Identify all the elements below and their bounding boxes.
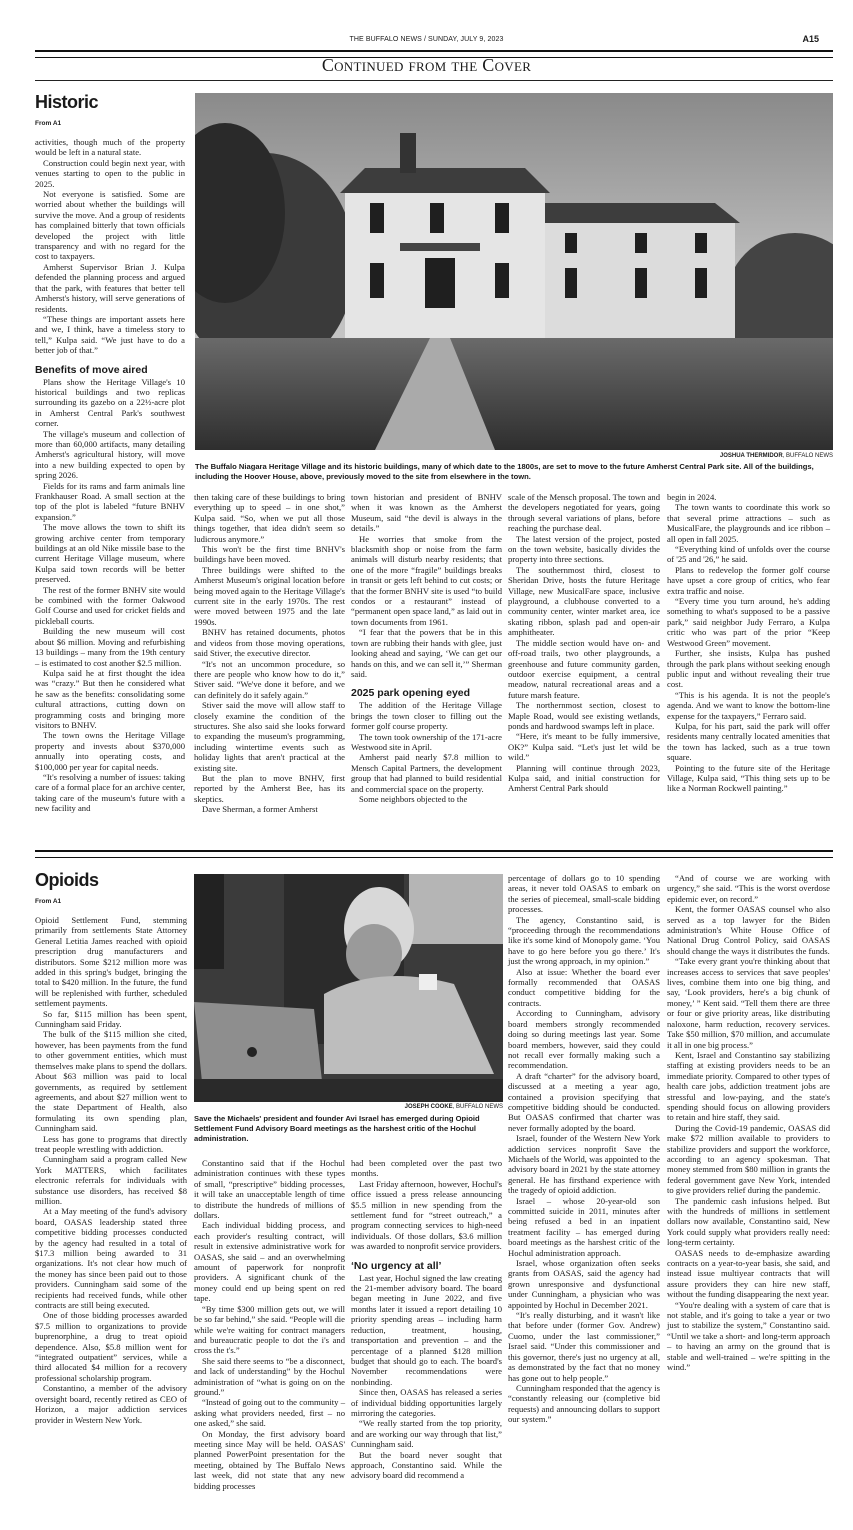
- paragraph: had been completed over the past two months.: [351, 1158, 502, 1179]
- paragraph: She said there seems to “be a disconnect, and lack of understanding” by the Hochul administration of “what is going on on the ground.”: [194, 1355, 345, 1397]
- historic-column-2: [194, 492, 345, 815]
- subhead-no-urgency: ‘No urgency at all’: [351, 1259, 442, 1272]
- paragraph: “And of course we are working with urgency,” she said. “This is the worst overdose epidemic ever, on record.”: [667, 873, 830, 904]
- historic-column-1: [35, 137, 185, 814]
- paragraph: “By time $300 million gets out, we will be so far behind,” she said. “People will die while we're waiting for contract managers and bureaucratic people to dot the i's and cross the t's.”: [194, 1303, 345, 1356]
- paragraph: “It's not an uncommon procedure, so there are people who know how to do it,” Stiver said. “We've done it before, and we can definitely do it safely again.”: [194, 658, 345, 700]
- historic-column-5: [667, 492, 830, 794]
- opioids-column-4: [508, 873, 660, 1425]
- paragraph: A draft “charter” for the advisory board, discussed at a meeting a year ago, contained a provision specifying that competitive bidding should be conducted. But OASAS confirmed that charter was never formally adopted by the board.: [508, 1070, 660, 1133]
- paragraph: “It's really disturbing, and it wasn't like that before under (former Gov. Andrew) Cuomo, under the last commissioner,” Israel said. “Under this commissioner and this governor, there's just no urgency at all, as demonstrated by the fact that no money has gone out to help people.”: [508, 1310, 660, 1383]
- opioids-photographer: JOSEPH COOKE: [404, 1104, 453, 1110]
- paragraph: Less has gone to programs that directly treat people wrestling with addiction.: [35, 1133, 187, 1154]
- paragraph: percentage of dollars go to 10 spending areas, it never told OASAS to embark on the series of piecemeal, small-scale bidding processes.: [508, 873, 660, 915]
- paragraph: Cunningham responded that the agency is “constantly releasing our (completive bid requests) and announcing dollars to support our system.”: [508, 1382, 660, 1425]
- paragraph: The town owns the Heritage Village property and invests about $370,000 annually into operating costs, and $100,000 per year for capital needs.: [35, 730, 185, 772]
- paragraph: Last year, Hochul signed the law creating the 21-member advisory board. The board began meeting in June 2022, and five months later it issued a report detailing 10 priority spending areas – including harm reduction, treatment, housing, transportation and prevention – and the percentage of a planned $128 million budget that should go to each. The board's November recommendations were nonbinding.: [351, 1272, 502, 1387]
- opioids-credit-org: , BUFFALO NEWS: [452, 1104, 503, 1110]
- paragraph: “Take every grant you're thinking about that increases access to services that save peoples' lives, combine them into one big thing, and say, ‘Look providers, here's a big chunk of money,’ ” Kent said. “Tell them there are three or four or give priority areas, like distributing naloxone, harm reduction, recovery services. Take $50 million, $70 million, and accumulate it all in one big process.”: [667, 956, 830, 1050]
- paragraph: Cunningham said a program called New York MATTERS, which facilitates electronic referrals for individuals with substance use disorders, has received $8 million.: [35, 1154, 187, 1206]
- paragraph: The latest version of the project, posted on the town website, basically divides the property into three sections.: [508, 533, 660, 565]
- paragraph: Each individual bidding process, and each provider's resulting contract, will result in extensive administrative work for OASAS, she said – and an overwhelming amount of paperwork for nonprofit providers. A significant chunk of the money could end up being spent on red tape.: [194, 1220, 345, 1304]
- paragraph: “Every time you turn around, he's adding something to what's supposed to be a passive park,” said neighbor Judy Ferraro, a Kulpa critic who was part of the prior “Keep Westwood Green” movement.: [667, 596, 830, 648]
- paragraph: Building the new museum will cost about $6 million. Moving and refurbishing 13 buildings – many from the 19th century – is estimated to cost another $2.5 million.: [35, 626, 185, 668]
- opioids-column-5: [667, 873, 830, 1373]
- paragraph: The agency, Constantino said, is “proceeding through the recommendations like it's some kind of Monopoly game. ‘You have to go here before you go there.’ It's just the wrong approach, in my opinion.”: [508, 914, 660, 967]
- historic-photographer: JOSHUA THERMIDOR: [719, 453, 783, 459]
- historic-photo-credit: [500, 453, 833, 459]
- paragraph: “These things are important assets here and we, I think, have a timeless story to tell,” Kulpa said. “We just have to do a better job of that.”: [35, 313, 185, 356]
- paragraph: “Everything kind of unfolds over the course of '25 and '26,” he said.: [667, 544, 830, 565]
- section-rule: [35, 80, 833, 81]
- paragraph: So far, $115 million has been spent, Cunningham said Friday.: [35, 1008, 187, 1030]
- historic-jump-line: From A1: [35, 120, 62, 127]
- historic-headline: Historic: [35, 92, 99, 112]
- subhead-benefits: Benefits of move aired: [35, 363, 148, 376]
- paragraph: “I fear that the powers that be in this town are rubbing their hands with glee, just looking ahead and saying, ‘We can get our hands on this, and we can sell it,’” Sherman said.: [351, 627, 502, 679]
- paragraph: “It's resolving a number of issues: taking care of a formal place for an archive center, taking care of the museum's future with a new facility and: [35, 771, 185, 814]
- opioids-jump-line: From A1: [35, 898, 62, 905]
- paragraph: Constantino, a member of the advisory oversight board, recently retired as CEO of Horizon, a major addiction services provider in Western New York.: [35, 1383, 187, 1425]
- subhead-park-opening: 2025 park opening eyed: [351, 687, 471, 700]
- paragraph: Dave Sherman, a former Amherst: [202, 804, 318, 815]
- paragraph: “We really started from the top priority, and are working our way through that list,” Cunningham said.: [351, 1418, 502, 1450]
- paragraph: Constantino said that if the Hochul administration continues with these types of small, “prescriptive” bidding processes, it will take an unacceptable length of time to distribute the hundreds of millions of dollars.: [194, 1158, 345, 1221]
- historic-photo-caption: The Buffalo Niagara Heritage Village and its historic buildings, many of which date to the 1800s, are set to move to the future Amherst Central Park site. All of the buildings, including the Hoover House, above, previously moved to the site from elsewhere in the town.: [195, 462, 814, 481]
- paragraph: During the Covid-19 pandemic, OASAS did make $72 million available to providers to stabilize providers and support the workforce, according to an agency spokesman. That money stemmed from $80 million in grants the federal government gave New York, intended to give providers relief during the pandemic.: [667, 1122, 830, 1196]
- paragraph: The town took ownership of the 171-acre Westwood site in April.: [351, 731, 502, 752]
- page-number: A15: [802, 34, 819, 44]
- paragraph: The addition of the Heritage Village brings the town closer to filling out the former golf course property.: [351, 700, 502, 732]
- avi-israel-photo: [194, 874, 503, 1102]
- opioids-column-2: [194, 1158, 345, 1491]
- paragraph: Pointing to the future site of the Heritage Village, Kulpa said, “This thing sets up to be like a Norman Rockwell painting.”: [667, 762, 830, 794]
- paragraph: OASAS needs to de-emphasize awarding contracts on a year-to-year basis, she said, and instead issue multiyear contracts that will assure providers they can hire new staff, without the funding disappearing the next year.: [667, 1247, 830, 1300]
- paragraph: Some neighbors objected to the: [359, 793, 468, 804]
- paragraph: The northernmost section, closest to Maple Road, would see existing wetlands, ponds and hardwood swamps left in place.: [508, 700, 660, 731]
- paragraph: Amherst paid nearly $7.8 million to Mensch Capital Partners, the development group that had planned to build residential and commercial space on the property.: [351, 752, 502, 794]
- opioids-column-3: [351, 1158, 502, 1481]
- paragraph: Kulpa, for his part, said the park will offer residents many centrally located amenities that the town has lacked, such as a true town square.: [667, 720, 830, 763]
- paragraph: At a May meeting of the fund's advisory board, OASAS leadership stated three competitive bidding processes conducted by the agency had resulted in a total of $17.3 million being awarded to 31 organizations. It's not clear how much of the money has since been paid out to those providers. Cunningham said some of the recipients had received funds, while other contracts are still being executed.: [35, 1206, 187, 1311]
- paragraph: “You're dealing with a system of care that is not stable, and it's going to take a year or two just to stabilize the system,” Constantino said. “Until we take a short- and long-term approach – to having an army on the ground that is stable and well-trained – we're spitting in the wind.”: [667, 1299, 830, 1373]
- article-divider-rule: [35, 850, 833, 858]
- paragraph: Amherst Supervisor Brian J. Kulpa defended the planning process and argued that the park, with features that better tell Amherst's history, will serve generations of residents.: [35, 261, 185, 314]
- paragraph: town historian and president of BNHV when it was known as the Amherst Museum, said “the devil is always in the details.”: [351, 492, 502, 534]
- paragraph: “Here, it's meant to be fully immersive, OK?” Kulpa said. “Let's just let wild be wild.”: [508, 731, 660, 763]
- opioids-photo-credit: [194, 1104, 503, 1110]
- opioids-headline: Opioids: [35, 870, 99, 890]
- paragraph: But the board never sought that approach, Constantino said. While the advisory board did recommend a: [351, 1449, 502, 1481]
- paragraph: Stiver said the move will allow staff to closely examine the condition of the structures. She also said she looks forward to expanding the museum's programming, including wintertime events such as holiday lights that aren't practical at the existing site.: [194, 700, 345, 773]
- avi-israel-illustration: [194, 874, 503, 1102]
- paragraph: Further, she insists, Kulpa has pushed through the park plans without seeking enough public input and without revealing their true cost.: [667, 648, 830, 690]
- paragraph: Since then, OASAS has released a series of individual bidding opportunities largely mirroring the categories.: [351, 1387, 502, 1418]
- paragraph: BNHV has retained documents, photos and videos from those moving operations, said Stiver, the executive director.: [194, 627, 345, 659]
- paragraph: Israel – whose 20-year-old son committed suicide in 2011, minutes after being refused a bed in an inpatient treatment facility – has emerged during board meetings as the harshest critic of the Hochul administration approach.: [508, 1195, 660, 1258]
- paragraph: The move allows the town to shift its growing archive center from temporary buildings at an old Nike missile base to the current Heritage Village museum, where Kulpa said town records will be better preserved.: [35, 522, 185, 585]
- paragraph: But the plan to move BNHV, first reported by the Amherst Bee, has its skeptics.: [194, 772, 345, 804]
- paragraph: “This is his agenda. It is not the people's agenda. And we want to know the bottom-line expense for the taxpayers,” Ferraro said.: [667, 689, 830, 721]
- paragraph: scale of the Mensch proposal. The town and the developers negotiated for years, going through several variations of plans, before reaching the purchase deal.: [508, 492, 660, 534]
- house-photo-illustration: [195, 93, 833, 450]
- paragraph: Israel, founder of the Western New York addiction services nonprofit Save the Michaels of the World, was appointed to the advisory board in 2021 by the state attorney general. He has firsthand experience with the tragedy of opioid addiction.: [508, 1133, 660, 1196]
- paragraph: then taking care of these buildings to bring everything up to speed – in one shot,” Kulpa said. “So, when we put all those things together, that idea didn't seem so ludicrous anymore.”: [194, 492, 345, 544]
- historic-house-photo: [195, 93, 833, 450]
- paragraph: activities, though much of the property would be left in a natural state.: [35, 137, 185, 158]
- paragraph: Kent, the former OASAS counsel who also served as a top lawyer for the Biden administration's White House Office of National Drug Control Policy, said OASAS should change the ways it distributes the funds.: [667, 904, 830, 956]
- paragraph: “Instead of going out to the community – asking what providers needed, first – no one asked,” she said.: [194, 1397, 345, 1429]
- paragraph: According to Cunningham, advisory board members strongly recommended doing so during meetings last year. Some board members, however, said they could not recall ever formally making such a recommendation.: [508, 1008, 660, 1071]
- paragraph: Kent, Israel and Constantino say stabilizing staffing at existing providers needs to be an immediate priority. Compared to other types of health care jobs, addiction treatment jobs are stressful and low-paying, and the state's spending should focus on allowing providers to retain and hire staff, they said.: [667, 1049, 830, 1123]
- paragraph: Plans to redevelop the former golf course have upset a core group of critics, who fear extra traffic and noise.: [667, 564, 830, 596]
- section-title: Continued from the Cover: [321, 55, 532, 75]
- paragraph: Not everyone is satisfied. Some are worried about whether the buildings will survive the move. And a group of residents has complained bitterly that town officials developed the project with little transparency and with no regard for the cost to taxpayers.: [35, 189, 185, 262]
- paragraph: Fields for its rams and farm animals line Frankhauser Road. A small section at the top of the plot is labeled “future BNHV expansion.”: [35, 480, 185, 522]
- paragraph: The southernmost third, closest to Sheridan Drive, hosts the future Heritage Village, new MusicalFare space, inclusive playground, a clubhouse converted to a community center, winter market area, ice skating ribbon, splash pad and open-air amphitheater.: [508, 564, 660, 638]
- paragraph: begin in 2024.: [667, 492, 717, 502]
- paragraph: The middle section would have on- and off-road trails, two other playgrounds, a greenhouse and future community garden, outdoor exercise equipment, a central meadow, natural recreational areas and a future marsh feature.: [508, 637, 660, 700]
- paragraph: Opioid Settlement Fund, stemming primarily from settlements State Attorney General Letitia James reached with opioid prescription drug manufacturers and distributors. Some $212 million more was added in this spring's budget, bringing the total to $420 million. In the future, the fund will be replenished with further, scheduled settlement payments.: [35, 915, 187, 1009]
- paragraph: The bulk of the $115 million she cited, however, has been payments from the fund to other government entities, which must themselves make plans to spend the dollars. About $63 million was paid to local governments, as required by settlement agreements, and about $27 million went to the state Department of Health, also formulating its own spending plan, Cunningham said.: [35, 1029, 187, 1134]
- paragraph: Last Friday afternoon, however, Hochul's office issued a press release announcing $5.5 million in new spending from the settlement fund for “street outreach,” a program connecting services to high-need individuals. Of those dollars, $3.6 million was awarded to nonprofit service providers.: [351, 1178, 502, 1252]
- paragraph: Three buildings were shifted to the Amherst Museum's original location before being moved again to the Heritage Village's current site in the early 1970s. The rest were moved between 1975 and the late 1990s.: [194, 564, 345, 627]
- paragraph: This won't be the first time BNHV's buildings have been moved.: [194, 544, 345, 565]
- paragraph: Construction could begin next year, with venues starting to open to the public in 2025.: [35, 157, 185, 189]
- paragraph: The rest of the former BNHV site would be combined with the former Oakwood Golf Course and used for cricket fields and pickleball courts.: [35, 584, 185, 626]
- historic-credit-org: , BUFFALO NEWS: [782, 453, 833, 459]
- paragraph: Israel, whose organization often seeks grants from OASAS, said the agency had grown unresponsive and dysfunctional under Cunningham, a physician who was appointed by Hochul in December 2021.: [508, 1258, 660, 1310]
- historic-column-3: [351, 492, 502, 804]
- paragraph: Also at issue: Whether the board ever formally recommended that OASAS conduct competitive bidding for the contracts.: [508, 966, 660, 1008]
- paragraph: On Monday, the first advisory board meeting since May will be held. OASAS' planned PowerPoint presentation for the meeting, obtained by The Buffalo News last week, did not state that any new bidding processes: [194, 1428, 345, 1491]
- paragraph: One of those bidding processes awarded $7.5 million to organizations to provide buprenorphine, a drug to treat opioid dependence. Also, $5.8 million went for “integrated outpatient” services, while a third allocated $4 million for a recovery professional scholarship program.: [35, 1310, 187, 1383]
- paragraph: Plans show the Heritage Village's 10 historical buildings and two replicas surrounding its gazebo on a 22½-acre plot in Amherst Central Park's southwest corner.: [35, 376, 185, 429]
- paragraph: The town wants to coordinate this work so that several prime attractions – such as MusicalFare, the playgrounds and ice ribbon – all open in fall 2025.: [667, 502, 830, 544]
- paragraph: He worries that smoke from the blacksmith shop or noise from the farm animals will disturb nearby residents; that one of the more “fragile” buildings breaks in transit or gets left behind to cut costs; or that the former BNHV site is used “to build condos or a restaurant” instead of “permanent open space land,” as laid out in town documents from 1961.: [351, 533, 502, 627]
- paragraph: The pandemic cash infusions helped. But with the hundreds of millions in settlement dollars now available, Constantino said, New York could supply what providers really need: long-term certainty.: [667, 1195, 830, 1248]
- opioids-column-1: [35, 915, 187, 1425]
- historic-column-4: [508, 492, 660, 794]
- paragraph: Kulpa said he at first thought the idea was “crazy.” But then he considered what he saw as the benefits: consolidating some cultural attractions, cutting down on programming costs and bringing more visitors to BNHV.: [35, 667, 185, 730]
- opioids-photo-caption: Save the Michaels' president and founder Avi Israel has emerged during Opioid Settlement Fund Advisory Board meetings as the harshest critic of the Hochul administration.: [194, 1114, 480, 1143]
- folio-line: THE BUFFALO NEWS / SUNDAY, JULY 9, 2023: [349, 36, 504, 43]
- paragraph: Planning will continue through 2023, Kulpa said, and initial construction for Amherst Central Park should: [508, 762, 660, 794]
- paragraph: The village's museum and collection of more than 60,000 artifacts, many detailing Amherst's agricultural history, will move into a new building expected to open by spring 2026.: [35, 428, 185, 481]
